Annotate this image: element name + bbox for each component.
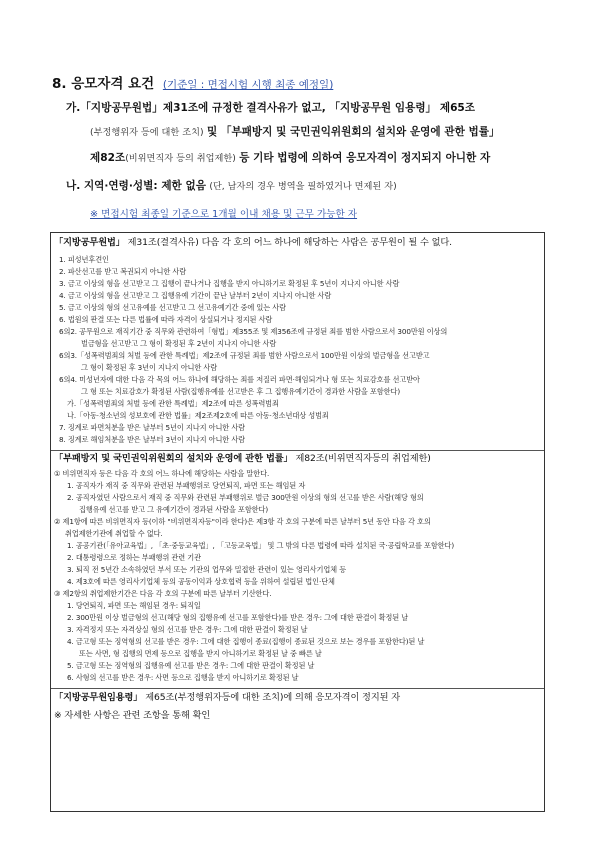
law-header-1 <box>54 238 452 248</box>
law-header-3 <box>54 693 400 703</box>
item-ga-line3-note: (비위면직자 등의 취업제한) <box>125 153 236 164</box>
reference-date-note: (기준일 : 면접시험 시행 최종 예정일) <box>162 79 334 91</box>
item-na <box>66 178 397 193</box>
clause-line: 2. 공직자였던 사람으로서 재직 중 직무와 관련된 부패행위로 벌금 300만원 이상의 형의 선고를 받은 사람(해당 형의 <box>67 493 424 502</box>
clause-line: 벌금형을 선고받고 그 형이 확정된 후 2년이 지나지 아니한 사람 <box>81 339 277 348</box>
clause-line: 가.「성폭력범죄의 처벌 등에 관한 특례법」제2조에 따른 성폭력범죄 <box>67 399 279 408</box>
clause-line: 그 형 또는 치료감호가 확정된 사람(집행유예를 선고받은 후 그 집행유예기간이 경과한 사람을 포함한다) <box>81 387 401 396</box>
clause-line: 3. 자격정지 또는 자격상실 형의 선고를 받은 경우: 그에 대한 판결이 확정된 날 <box>67 625 308 634</box>
clause-line: ① 비위면직자 등은 다음 각 호의 어느 하나에 해당하는 사람을 말한다. <box>54 469 270 478</box>
legal-reference-box <box>50 232 545 812</box>
availability-note: ※ 면접시험 최종일 기준으로 1개월 이내 채용 및 근무 가능한 자 <box>90 209 358 220</box>
clause-line: 6의4. 미성년자에 대한 다음 각 목의 어느 하나에 해당하는 죄를 저질러 파면·해임되거나 형 또는 치료감호를 선고받아 <box>59 375 420 384</box>
item-ga-line3-text: 등 기타 법령에 의하여 응모자격이 정지되지 아니한 자 <box>239 152 491 164</box>
clause-line: 2. 파산선고를 받고 복권되지 아니한 사람 <box>59 267 187 276</box>
section-title <box>52 72 333 92</box>
law-name-1: 「지방공무원법」 <box>54 237 125 248</box>
item-ga-line2-note: (부정행위자 등에 대한 조치) <box>90 127 204 138</box>
item-ga-line1: 가.「지방공무원법」제31조에 규정한 결격사유가 없고, 「지방공무원 임용령」 제65조 <box>66 102 476 114</box>
clause-line: 4. 금고 이상의 형을 선고받고 그 집행유예 기간이 끝난 날부터 2년이 지나지 아니한 사람 <box>59 291 332 300</box>
clause-line: 1. 당연퇴직, 파면 또는 해임된 경우: 퇴직일 <box>67 601 201 610</box>
clause-line: 2. 300만원 이상 벌금형의 선고(해당 형의 집행유예 선고를 포함한다)를 받은 경우: 그에 대한 판결이 확정된 날 <box>67 613 409 622</box>
clause-line: 1. 피성년후견인 <box>59 255 109 264</box>
item-ga-line2 <box>90 124 500 139</box>
divider <box>51 688 544 689</box>
clause-line: 8. 징계로 해임처분을 받은 날부터 3년이 지나지 아니한 사람 <box>59 435 246 444</box>
item-ga-line3 <box>90 150 490 165</box>
clause-line: 3. 퇴직 전 5년간 소속하였던 부서 또는 기관의 업무와 밀접한 관련이 있는 영리사기업체 등 <box>67 565 347 574</box>
law-article-3: 제65조(부정행위자등에 대한 조치)에 의해 응모자격이 정지된 자 <box>145 692 400 703</box>
clause-line: 3. 금고 이상의 형을 선고받고 그 집행이 끝나거나 집행을 받지 아니하기로 확정된 후 5년이 지나지 아니한 사람 <box>59 279 400 288</box>
clause-line: 4. 제3호에 따른 영리사기업체 등의 공동이익과 상호협력 등을 위하여 설립된 법인·단체 <box>67 577 335 586</box>
clause-line: 나.「아동·청소년의 성보호에 관한 법률」제2조제2호에 따른 아동·청소년대상 성범죄 <box>67 411 329 420</box>
clause-line: ② 제1항에 따른 비위면직자 등(이하 "비위면직자등"이라 한다)은 제3항 각 호의 구분에 따른 날부터 5년 동안 다음 각 호의 <box>54 517 431 526</box>
clause-line: 그 형이 확정된 후 3년이 지나지 아니한 사람 <box>81 363 218 372</box>
law-name-2: 「부패방지 및 국민권익위원회의 설치와 운영에 관한 법률」 <box>54 453 293 464</box>
clause-line: 6. 법원의 판결 또는 다른 법률에 따라 자격이 상실되거나 정지된 사람 <box>59 315 273 324</box>
clause-line: 또는 사면, 형 집행의 면제 등으로 집행을 받지 아니하기로 확정된 날 중 빠른 날 <box>79 649 322 658</box>
law-article-2: 제82조(비위면직자등의 취업제한) <box>295 453 431 464</box>
item-na-text: 나. 지역·연령·성별: 제한 없음 <box>66 180 206 192</box>
clause-line: 취업제한기관에 취업할 수 없다. <box>65 529 163 538</box>
item-ga-line2-text: 및 「부패방지 및 국민권익위원회의 설치와 운영에 관한 법률」 <box>206 126 500 138</box>
clause-line: 6의3.「성폭력범죄의 처벌 등에 관한 특례법」제2조에 규정된 죄를 범한 사람으로서 100만원 이상의 벌금형을 선고받고 <box>59 351 430 360</box>
clause-line: 6의2. 공무원으로 재직기간 중 직무와 관련하여「형법」제355조 및 제356조에 규정된 죄를 범한 사람으로서 300만원 이상의 <box>59 327 448 336</box>
divider <box>51 450 544 451</box>
clause-line: 5. 금고형 또는 징역형의 집행유예 선고를 받은 경우: 그에 대한 판결이 확정된 날 <box>67 661 315 670</box>
clause-line: ③ 제2항의 취업제한기간은 다음 각 호의 구분에 따른 날부터 기산한다. <box>54 589 272 598</box>
footer-note: ※ 자세한 사항은 관련 조항을 통해 확인 <box>54 710 211 721</box>
clause-line: 7. 징계로 파면처분을 받은 날부터 5년이 지나지 아니한 사람 <box>59 423 246 432</box>
item-na-note: (단, 남자의 경우 병역을 필하였거나 면제된 자) <box>209 181 397 192</box>
law-article-1: 제31조(결격사유) 다음 각 호의 어느 하나에 해당하는 사람은 공무원이 될 수 없다. <box>127 237 452 248</box>
clause-line: 5. 금고 이상의 형의 선고유예를 선고받고 그 선고유예기간 중에 있는 사람 <box>59 303 286 312</box>
law-name-3: 「지방공무원임용령」 <box>54 692 143 703</box>
clause-line: 집행유예 선고를 받고 그 유예기간이 경과된 사람을 포함한다) <box>79 505 269 514</box>
clause-line: 6. 사형의 선고를 받은 경우: 사면 등으로 집행을 받지 아니하기로 확정된 날 <box>67 673 299 682</box>
clause-line: 1. 공직자가 재직 중 직무와 관련된 부패행위로 당연퇴직, 파면 또는 해임된 자 <box>67 481 306 490</box>
item-ga-line3-article: 제82조 <box>90 152 126 164</box>
clause-line: 4. 금고형 또는 징역형의 선고를 받은 경우: 그에 대한 집행이 종료(집행이 종료된 것으로 보는 경우를 포함한다)된 날 <box>67 637 425 646</box>
clause-line: 1. 공공기관(「유아교육법」, 「초·중등교육법」, 「고등교육법」 및 그 밖의 다른 법령에 따라 설치된 국·공립학교를 포함한다) <box>67 541 455 550</box>
section-heading: 8. 응모자격 요건 <box>52 76 155 92</box>
clause-line: 2. 대통령령으로 정하는 부패행위 관련 기관 <box>67 553 201 562</box>
law-header-2 <box>54 454 431 464</box>
